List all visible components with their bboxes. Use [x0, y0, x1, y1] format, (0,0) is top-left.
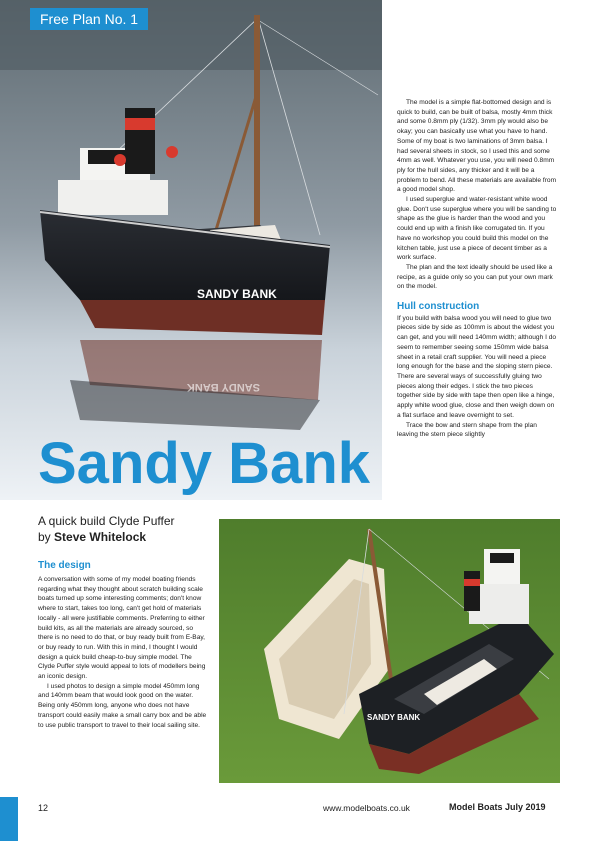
design-paragraph-1: A conversation with some of my model boating friends regarding what they thought about scratch building scale boats turned up some interesting comments; don't know where to start, takes too long, can't get hold of materials locally - all were justifiable comments. Preferring to either build kits, as all the materials are already sourced, so there is no need to do that, or buy ready built from E-Bay, or buy ready to run. With this in mind, I thought I would design a quick build cheap-to-buy simple model. The Clyde Puffer style would appeal to lots of modellers being an iconic design.: [38, 576, 206, 681]
right-paragraph-4: If you build with balsa wood you will need to glue two pieces side by side as 100mm is about the widest you can get, and you will need 140mm width; although I do seem to remember seeing some 150mm wide balsa sheet in a retail craft supplier. You will need a piece long enough for the base and the sloping stern piece. There are several ways of successfully gluing two pieces along their edges. I stick the two pieces together side by side with tape then open like a hinge, apply white wood glue, close and then weigh down on a flat surface and leave overnight to set.: [397, 314, 557, 419]
photo-boat-name: SANDY BANK: [367, 713, 421, 722]
right-paragraph-1: The model is a simple flat-bottomed design and is quick to build, can be built of balsa, mostly 4mm thick and some 0.8mm ply (1/32). 3mm ply would also be okay; you can basically use what you have to hand. Some of my boat is two laminations of 3mm balsa. I had several sheets in stock, so I used this and some 4mm as well. Whatever you use, you will need 0.8mm ply for the hull sides, any thicker and it will be a problem to bend. All these materials are available from a good model shop.: [397, 99, 557, 194]
hero-photo: [0, 0, 382, 500]
article-title: Sandy Bank: [38, 431, 370, 496]
right-paragraph-3: The plan and the text ideally should be used like a recipe, as a guide only so you can put your own mark on the model.: [397, 263, 553, 291]
design-text: [38, 575, 208, 730]
footer-accent-bar: [0, 797, 18, 841]
article-subtitle: A quick build Clyde Puffer: [38, 514, 175, 528]
byline-prefix: by: [38, 530, 55, 544]
hero-boat-name: SANDY BANK: [197, 287, 277, 301]
footer-url[interactable]: www.modelboats.co.uk: [323, 803, 410, 813]
hull-construction-heading: Hull construction: [397, 301, 480, 313]
design-paragraph-2: I used photos to design a simple model 450mm long and 140mm beam that would look good on the water. Being only 450mm long, anyone who does not have transport could easily make a small carry box and be able to use public transport to travel to their local sailing site.: [38, 682, 207, 729]
hero-boat-illustration: [0, 0, 382, 500]
model-photo-illustration: [219, 519, 560, 783]
right-column-text: [397, 98, 557, 440]
page-number: 12: [38, 803, 49, 813]
model-photo: [219, 519, 560, 783]
free-plan-tag: Free Plan No. 1: [30, 8, 148, 30]
hero-boat-name-reflection: SANDY BANK: [186, 381, 260, 393]
author-name: Steve Whitelock: [54, 530, 147, 544]
design-heading: The design: [38, 560, 91, 571]
right-paragraph-5: Trace the bow and stern shape from the plan leaving the stern piece slightly: [397, 421, 537, 439]
right-paragraph-2: I used superglue and water-resistant white wood glue. Don't use superglue where you will be sanding to shape as the glue is harder than the wood and you could end up with a finish like corrugated tin. If you have no workshop you could build this model on the kitchen table, just use a piece of decent timber as a work surface.: [397, 196, 557, 262]
footer-magazine: Model Boats July 2019: [449, 802, 546, 812]
article-byline: [38, 530, 146, 544]
